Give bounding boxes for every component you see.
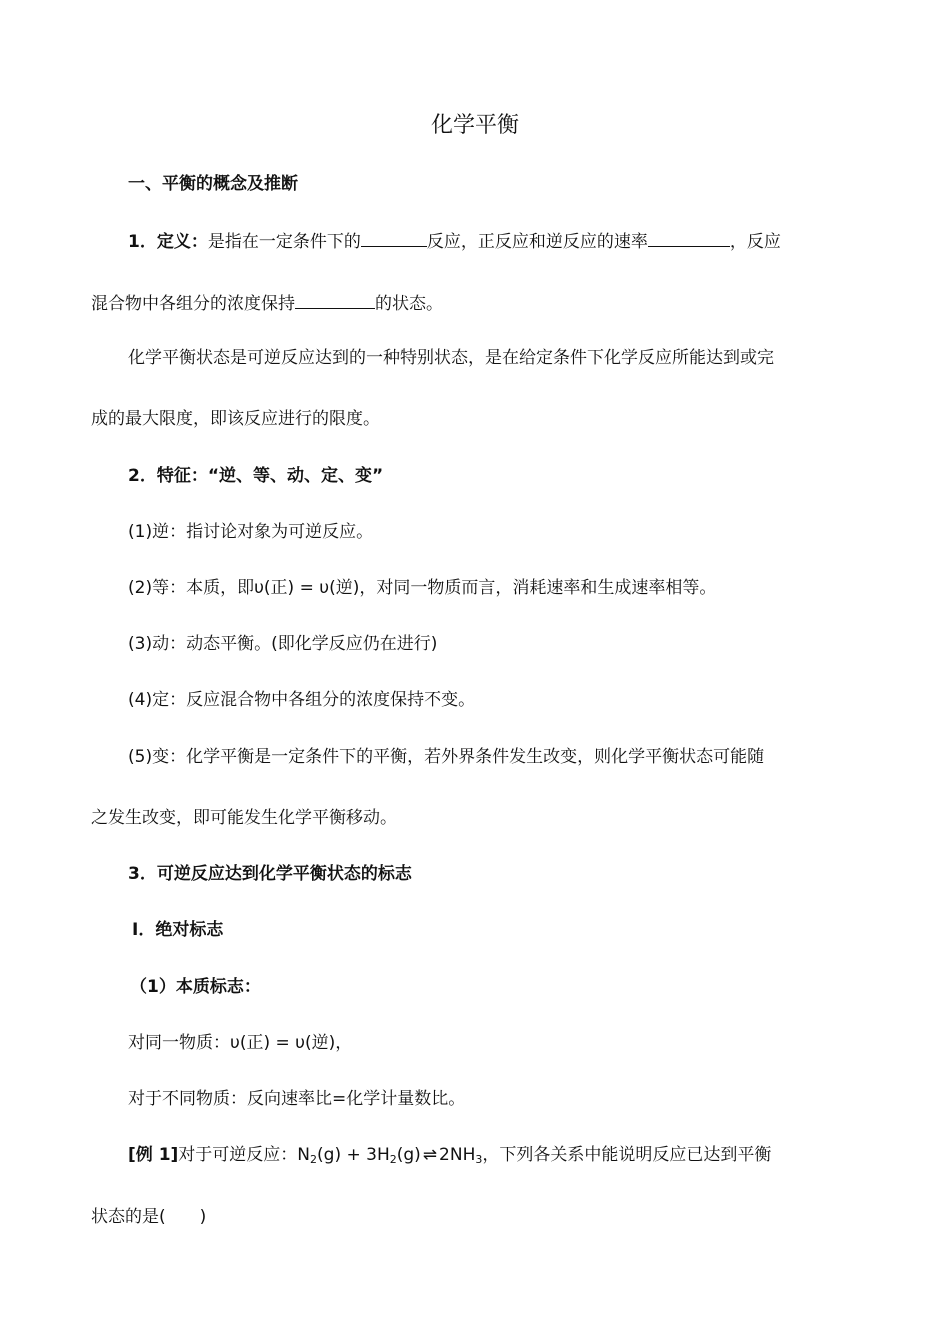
example-line-1 xyxy=(128,1143,771,1172)
feature-item-5: (5)变：化学平衡是一定条件下的平衡，若外界条件发生改变，则化学平衡状态可能随 xyxy=(128,747,765,767)
different-substance-rule: 对于不同物质：反向速率比=化学计量数比。 xyxy=(128,1089,466,1109)
feature-item-2: (2)等：本质，即υ(正) = υ(逆)，对同一物质而言，消耗速率和生成速率相等。 xyxy=(128,578,717,598)
definition-label: 1．定义： xyxy=(128,232,208,252)
essence-sign-heading: （1）本质标志： xyxy=(130,977,261,997)
definition-line-2 xyxy=(91,290,443,316)
subscript-1: 2 xyxy=(310,1153,318,1166)
blank-1 xyxy=(361,228,427,247)
definition-text-3: ，反应 xyxy=(729,232,781,252)
definition-text-1: 是指在一定条件下的 xyxy=(207,232,361,252)
feature-item-1: (1)逆：指讨论对象为可逆反应。 xyxy=(128,522,374,542)
equilibrium-arrow-icon: ⇌ xyxy=(422,1145,438,1165)
blank-3 xyxy=(295,290,375,309)
sign-heading: 3．可逆反应达到化学平衡状态的标志 xyxy=(128,864,412,884)
feature-item-4: (4)定：反应混合物中各组分的浓度保持不变。 xyxy=(128,690,476,710)
example-text-4: 2NH xyxy=(439,1145,476,1165)
paragraph-line-2: 成的最大限度，即该反应进行的限度。 xyxy=(91,409,380,429)
example-label: [例 1] xyxy=(128,1145,179,1165)
subscript-3: 3 xyxy=(475,1153,483,1166)
absolute-sign-heading: Ⅰ．绝对标志 xyxy=(132,920,224,940)
example-text-3: (g) xyxy=(396,1145,421,1165)
same-substance-rule: 对同一物质：υ(正) = υ(逆)， xyxy=(128,1033,353,1053)
blank-2 xyxy=(648,228,730,247)
definition-line-1 xyxy=(128,228,781,254)
feature-heading: 2．特征：“逆、等、动、定、变” xyxy=(128,466,384,486)
feature-item-5-cont: 之发生改变，即可能发生化学平衡移动。 xyxy=(91,808,397,828)
definition-text-2: 反应，正反应和逆反应的速率 xyxy=(426,232,648,252)
page-title: 化学平衡 xyxy=(430,113,519,138)
paragraph-line-1: 化学平衡状态是可逆反应达到的一种特别状态，是在给定条件下化学反应所能达到或完 xyxy=(128,348,774,368)
example-line-2: 状态的是( ) xyxy=(91,1207,207,1227)
section-heading: 一、平衡的概念及推断 xyxy=(128,174,298,194)
subscript-2: 2 xyxy=(389,1153,397,1166)
feature-item-3: (3)动：动态平衡。(即化学反应仍在进行) xyxy=(128,634,438,654)
example-text-1: 对于可逆反应：N xyxy=(178,1145,311,1165)
example-text-2: (g) + 3H xyxy=(317,1145,390,1165)
definition-text-5: 的状态。 xyxy=(375,294,443,314)
example-text-5: ，下列各关系中能说明反应已达到平衡 xyxy=(482,1145,772,1165)
definition-text-4: 混合物中各组分的浓度保持 xyxy=(91,294,295,314)
